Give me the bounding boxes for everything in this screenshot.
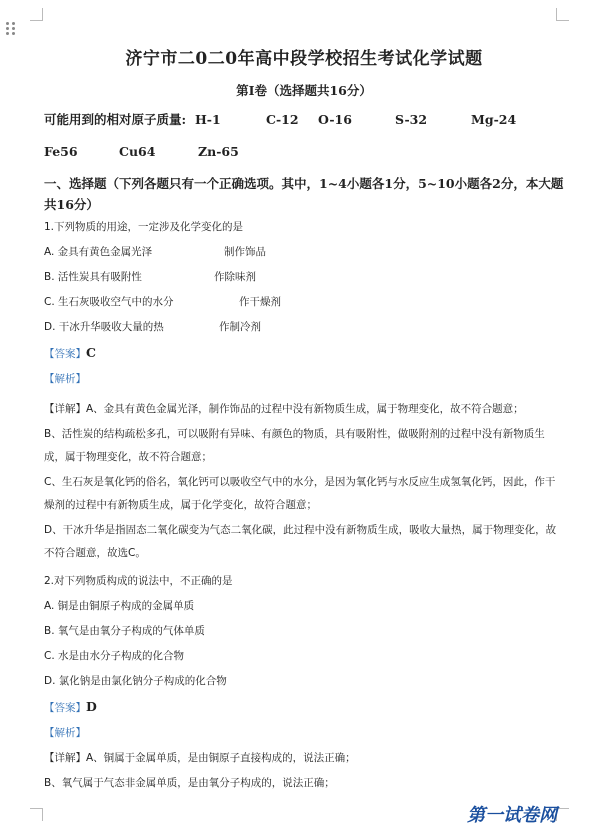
question-2-detail-b: B、氧气属于气态非金属单质，是由氧分子构成的，说法正确； <box>44 777 335 789</box>
question-1-answer <box>44 346 564 361</box>
crop-mark-top-left <box>30 8 43 21</box>
question-1-detail-b: B、活性炭的结构疏松多孔，可以吸附有异味、有颜色的物质，具有吸附性，做吸附剂的过程中没有新物质生成，属于物理变化，故不符合题意； <box>44 428 545 463</box>
atomic-mass-row-1 <box>44 111 564 129</box>
option-text: B. 活性炭具有吸附性 <box>44 271 142 283</box>
question-1-option-c <box>44 296 564 309</box>
question-2-option-c: C. 水是由水分子构成的化合物 <box>44 650 185 662</box>
answer-tag: 【答案】 <box>44 348 86 360</box>
atomic-mass-item: Cu64 <box>119 144 156 159</box>
atomic-mass-label: 可能用到的相对原子质量: <box>44 112 187 127</box>
answer-tag: 【答案】 <box>44 702 86 714</box>
option-usage: 制作饰品 <box>224 246 266 258</box>
atomic-mass-item: Zn-65 <box>198 144 239 159</box>
detail-text: A、金具有黄色金属光泽，制作饰品的过程中没有新物质生成，属于物理变化，故不符合题意； <box>86 403 524 415</box>
watermark-logo <box>465 801 595 827</box>
atomic-mass-row-2 <box>44 143 564 161</box>
answer-value: D <box>86 699 97 714</box>
section-heading: 一、选择题（下列各题只有一个正确选项。其中，1~4小题各1分，5~10小题各2分，本大题共16分） <box>44 176 564 212</box>
document-title: 济宁市二0二0年高中段学校招生考试化学试题 <box>125 49 483 69</box>
atomic-mass-item: Mg-24 <box>471 112 517 127</box>
detail-text: A、铜属于金属单质，是由铜原子直接构成的，说法正确； <box>86 752 356 764</box>
option-usage: 作除味剂 <box>214 271 256 283</box>
question-1-option-b <box>44 271 564 284</box>
analysis-tag: 【解析】 <box>44 373 86 385</box>
detail-tag: 【详解】 <box>44 403 86 415</box>
answer-value: C <box>86 345 96 360</box>
section-subtitle: 第Ⅰ卷（选择题共16分） <box>236 83 372 98</box>
question-2-option-d: D. 氯化钠是由氯化钠分子构成的化合物 <box>44 675 227 687</box>
question-1-detail-a <box>44 398 564 421</box>
option-text: A. 金具有黄色金属光泽 <box>44 246 153 258</box>
question-1-analysis <box>44 373 564 386</box>
question-2-analysis <box>44 727 564 740</box>
question-1-detail-d: D、干冰升华是指固态二氧化碳变为气态二氧化碳，此过程中没有新物质生成，吸收大量热，属于物理变化，故不符合题意，故选C。 <box>44 524 557 559</box>
option-usage: 作干燥剂 <box>239 296 281 308</box>
atomic-mass-item: Fe56 <box>44 144 78 159</box>
question-1-option-d <box>44 321 564 334</box>
question-1-stem: 1.下列物质的用途，一定涉及化学变化的是 <box>44 221 244 233</box>
drag-handle-icon[interactable] <box>6 22 16 35</box>
atomic-mass-item: H-1 <box>195 112 221 127</box>
question-1-option-a <box>44 246 564 259</box>
atomic-mass-item: C-12 <box>266 112 299 127</box>
question-2-option-a: A. 铜是由铜原子构成的金属单质 <box>44 600 195 612</box>
detail-tag: 【详解】 <box>44 752 86 764</box>
document-body <box>44 44 564 802</box>
question-1-detail-c: C、生石灰是氧化钙的俗名，氧化钙可以吸收空气中的水分，是因为氧化钙与水反应生成氢氧化钙，因此，作干燥剂的过程中有新物质生成，属于化学变化，故符合题意； <box>44 476 556 511</box>
option-usage: 作制冷剂 <box>219 321 261 333</box>
question-2-option-b: B. 氧气是由氧分子构成的气体单质 <box>44 625 205 637</box>
watermark-text: 第一试卷网 <box>467 805 557 826</box>
question-2-stem: 2.对下列物质构成的说法中，不正确的是 <box>44 575 233 587</box>
option-text: D. 干冰升华吸收大量的热 <box>44 321 164 333</box>
option-text: C. 生石灰吸收空气中的水分 <box>44 296 174 308</box>
atomic-mass-item: S-32 <box>395 112 428 127</box>
analysis-tag: 【解析】 <box>44 727 86 739</box>
crop-mark-bottom-left <box>30 808 43 821</box>
question-2-detail-a <box>44 752 564 765</box>
atomic-mass-item: O-16 <box>318 112 352 127</box>
question-2-answer <box>44 700 564 715</box>
crop-mark-top-right <box>556 8 569 21</box>
